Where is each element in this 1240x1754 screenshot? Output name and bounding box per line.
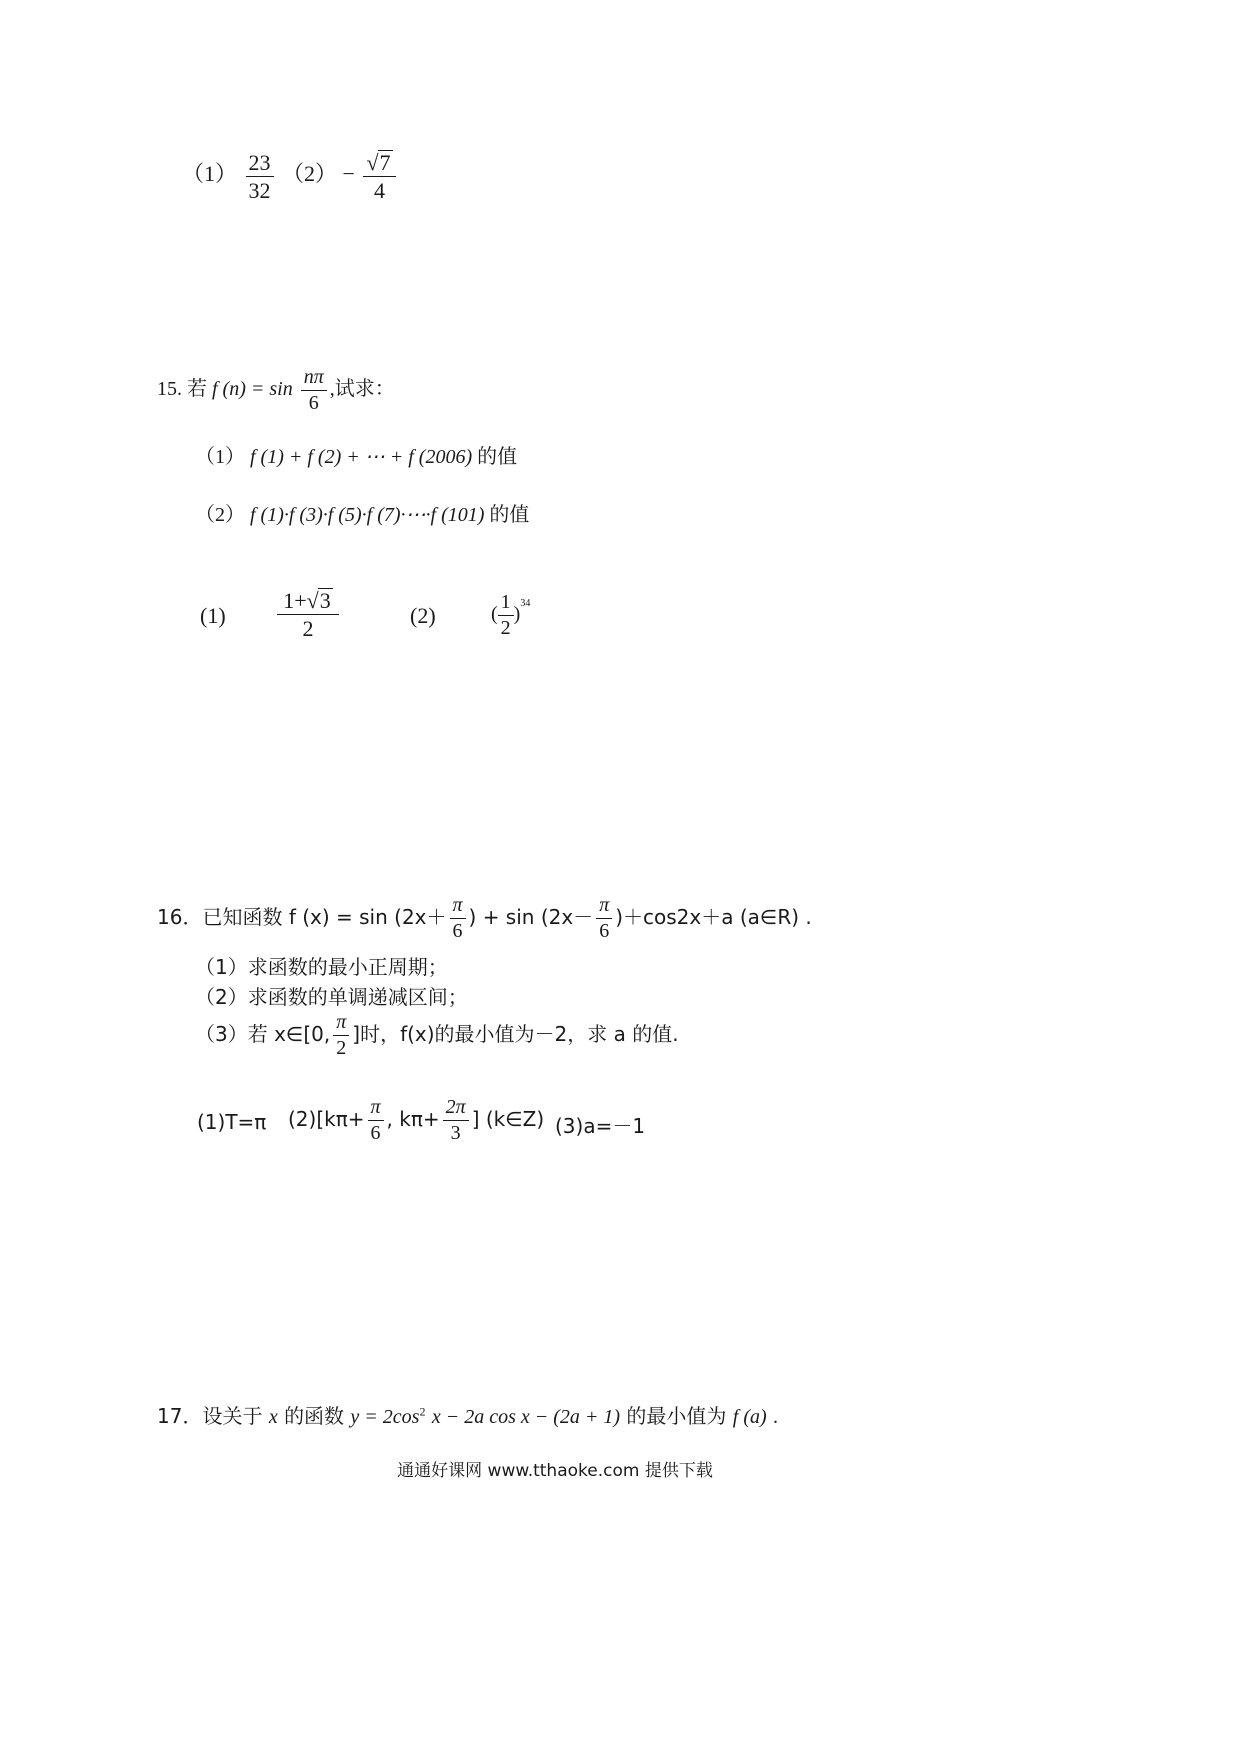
answer-16-part3: (3)a=－1 (555, 1114, 646, 1138)
problem-15-fraction: $\frac{n\pi}{6}$ (301, 367, 327, 414)
problem-17-number: 17．设关于 (157, 1404, 263, 1428)
answer-16-part1: (1)T=π (197, 1110, 267, 1134)
answer-16-part2: (2)[kπ+ $\frac{\pi}{6}$ , kπ+ $\frac{2\pi}{3}$ ] (k∈Z) (288, 1096, 545, 1144)
problem-15-statement: 15. 若 f (n) = sin $\frac{n\pi}{6}$ ,试求： (157, 366, 395, 414)
answer-15-part1-label: (1) (200, 603, 226, 628)
page-footer: 通通好课网 www.tthaoke.com 提供下载 (397, 1461, 713, 1481)
answer-14: （1） $\frac{23}{32}$ （2） − $\frac{√7}{4}$ (182, 150, 399, 202)
problem-16-statement: 16．已知函数 f (x) = sin (2x＋ $\frac{\pi}{6}$ ) + sin (2x－ $\frac{\pi}{6}$ )＋cos2x＋a (a∈R) . (157, 894, 812, 942)
problem-16-question-2: （2）求函数的单调递减区间； (195, 985, 468, 1009)
problem-16-question-1: （1）求函数的最小正周期； (195, 955, 448, 979)
answer-15-part2: ( $\frac{1}{2}$ )$^{34}$ (491, 591, 531, 639)
problem-16-question-3: （3）若 x∈[0, $\frac{\pi}{2}$ ]时，f(x)的最小值为－2，求 a 的值. (195, 1011, 679, 1059)
problem-15-number: 15. (157, 378, 182, 401)
answer-14-fraction-1: $\frac{23}{32}$ (246, 151, 274, 202)
problem-17-statement: 17．设关于 x 的函数 $y = 2\cos^2$ x − 2a cos x − (2a + 1) 的最小值为 f (a) . (157, 1404, 779, 1428)
problem-15-question-2: （2） f (1)·f (3)·f (5)·f (7)·⋯·f (101) 的值 (195, 504, 530, 526)
answer-14-part1-label: （1） (182, 161, 238, 187)
answer-15-part1: $\frac{1+√3}{2}$ (274, 588, 342, 640)
answer-14-fraction-2: $\frac{√7}{4}$ (363, 150, 395, 202)
problem-15-question-1: （1） f (1) + f (2) + ⋯ + f (2006) 的值 (195, 446, 518, 468)
problem-16-number: 16．已知函数 (157, 905, 283, 929)
answer-14-part2-label: （2） (282, 161, 338, 187)
answer-15-part2-label: (2) (410, 603, 436, 628)
